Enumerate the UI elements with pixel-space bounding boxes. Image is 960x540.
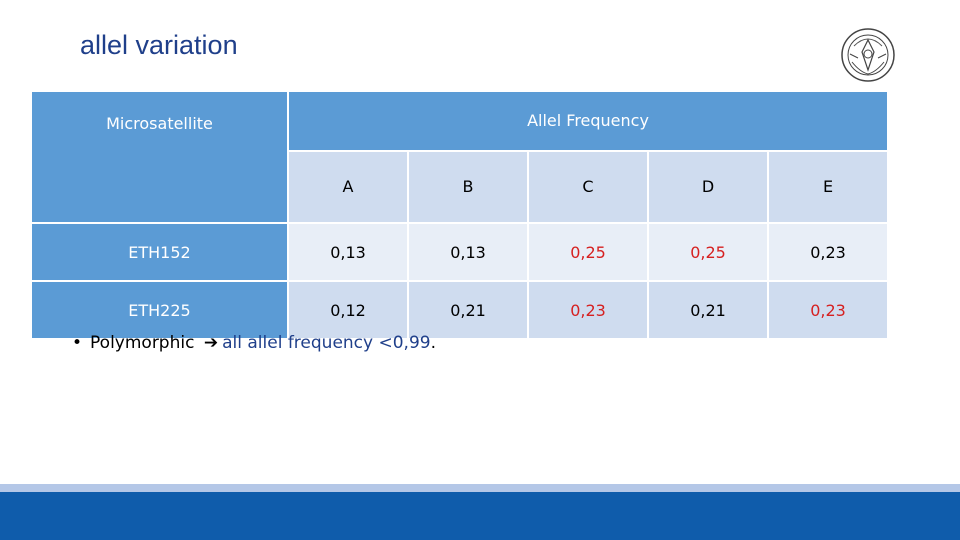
- table-cell: 0,25: [529, 224, 647, 280]
- table-cell: 0,13: [409, 224, 527, 280]
- slide-title: allel variation: [80, 30, 238, 60]
- bullet-dot: •: [72, 333, 83, 353]
- column-header-b: B: [409, 152, 527, 222]
- header-allel-frequency: Allel Frequency: [289, 92, 887, 150]
- bullet-lead: Polymorphic: [90, 333, 195, 353]
- table-cell: 0,21: [649, 282, 767, 338]
- table-cell: 0,12: [289, 282, 407, 338]
- table-row: [32, 282, 887, 338]
- allele-frequency-table: [30, 90, 889, 340]
- bullet-tail: .: [430, 333, 436, 353]
- bullet-text: all allel frequency <0,99: [222, 333, 431, 353]
- table-cell: 0,23: [529, 282, 647, 338]
- table-cell: 0,23: [769, 224, 887, 280]
- table-cell: 0,23: [769, 282, 887, 338]
- footer-bar: [0, 492, 960, 540]
- table-row: [32, 224, 887, 280]
- row-label: ETH225: [32, 282, 287, 338]
- footer-accent-stripe: [0, 484, 960, 492]
- column-header-d: D: [649, 152, 767, 222]
- header-microsatellite: Microsatellite: [32, 92, 287, 222]
- table-cell: 0,21: [409, 282, 527, 338]
- table-cell: 0,13: [289, 224, 407, 280]
- column-header-a: A: [289, 152, 407, 222]
- bullet-point: [72, 333, 436, 353]
- university-seal-logo: [840, 26, 896, 84]
- row-label: ETH152: [32, 224, 287, 280]
- column-header-c: C: [529, 152, 647, 222]
- arrow-right-icon: ➔: [203, 333, 219, 353]
- table-cell: 0,25: [649, 224, 767, 280]
- column-header-e: E: [769, 152, 887, 222]
